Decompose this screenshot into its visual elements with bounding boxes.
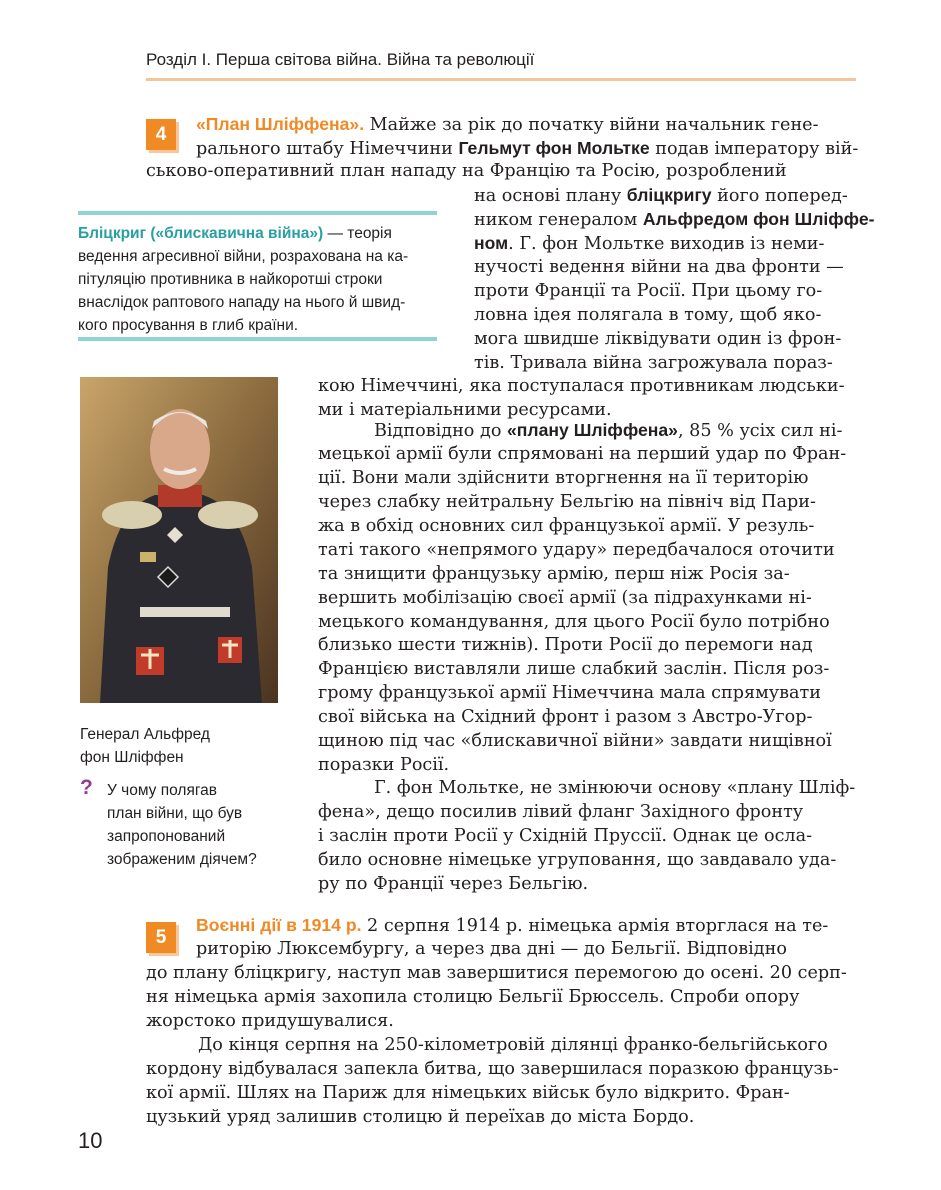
s4-p2-line-3: ції. Вони мали здійснити вторгнення на її територію <box>318 468 809 488</box>
s4-p3-line-4: било основне німецьке угруповання, що завдавало уда- <box>318 850 837 870</box>
s4-line-13: ми і матеріальними ресурсами. <box>318 400 612 420</box>
s4-line-3: ськово-оперативний план нападу на Францію та Росію, розроблений <box>146 161 787 181</box>
s4-line-12: кою Німеччині, яка поступалася противникам людськи- <box>318 376 845 396</box>
s4-heading: «План Шліффена». <box>196 114 365 134</box>
s4-line-4: на основі плану бліцкригу його поперед- <box>474 185 848 206</box>
section-5-badge: 5 <box>146 922 176 953</box>
s5-line-2: риторію Люксембургу, а через два дні — до Бельгії. Відповідно <box>196 939 787 959</box>
section-4-badge: 4 <box>146 119 176 150</box>
s4-p2-line-5: жа в обхід основних сил французької армії. У резуль- <box>318 516 815 536</box>
definition-term: Бліцкриг («блискавична війна») <box>78 225 324 242</box>
s5-p2-line-2: кордону відбувалася запекла битва, що завершилася поразкою французь- <box>146 1059 839 1079</box>
s4-p3-line-2: фена», дещо посилив лівий фланг Західного фронту <box>318 802 804 822</box>
question-line-4: зображеним діячем? <box>107 851 257 868</box>
s4-p2-line-7: та знищити французьку армію, перш ніж Росія за- <box>318 564 790 584</box>
definition-line-1: Бліцкриг («блискавична війна») — теорія <box>78 225 392 242</box>
page-header: Розділ I. Перша світова війна. Війна та революції <box>146 50 535 69</box>
s5-line-5: жорстоко придушувалися. <box>146 1011 394 1031</box>
s4-line-10: мога швидше ліквідувати один із фрон- <box>474 329 842 349</box>
definition-top-rule <box>78 211 437 215</box>
s5-heading: Воєнні дії в 1914 р. <box>196 915 362 935</box>
s4-line-8: проти Франції та Росії. При цьому го- <box>474 281 823 301</box>
definition-line-4: внаслідок раптового нападу на нього й швид- <box>78 294 406 311</box>
question-icon: ? <box>80 776 93 799</box>
s4-p2-line-2: мецької армії були спрямовані на перший удар по Фран- <box>318 444 847 464</box>
s5-p2-line-1: До кінця серпня на 250-кілометровій ділянці франко-бельгійського <box>198 1035 828 1055</box>
s4-line-5: ником генералом Альфредом фон Шліффе- <box>474 209 875 230</box>
portrait-illustration <box>80 377 278 703</box>
s4-line-11: тів. Тривала війна загрожувала пораз- <box>474 353 833 373</box>
s4-p2-line-8: вершить мобілізацію своєї армії (за підрахунками ні- <box>318 588 812 608</box>
s4-p2-line-15: поразки Росії. <box>318 755 450 775</box>
definition-bottom-rule <box>78 337 437 341</box>
question-line-2: план війни, що був <box>107 805 243 822</box>
s4-p3-line-1: Г. фон Мольтке, не змінюючи основу «плану Шліф- <box>374 778 856 798</box>
page-number: 10 <box>78 1128 103 1153</box>
s4-p3-line-3: і заслін проти Росії у Східній Пруссії. Однак це осла- <box>318 826 813 846</box>
definition-line-5: кого просування в глиб країни. <box>78 317 299 334</box>
s5-line-1: Воєнні дії в 1914 р. 2 серпня 1914 р. німецька армія вторглася на те- <box>196 915 829 936</box>
s4-p2-line-4: через слабку нейтральну Бельгію на північ від Пари- <box>318 492 816 512</box>
s4-p2-line-9: мецького командування, для цього Росії було потрібно <box>318 612 830 632</box>
question-line-1: У чому полягав <box>107 782 218 799</box>
header-divider <box>146 78 856 81</box>
s4-line-9: ловна ідея полягала в тому, щоб яко- <box>474 305 822 325</box>
s4-p2-line-12: грому французької армії Німеччина мала спрямувати <box>318 683 822 703</box>
definition-line-2: ведення агресивної війни, розрахована на ка- <box>78 248 409 265</box>
s4-p3-line-5: ру по Франції через Бельгію. <box>318 874 589 894</box>
s4-p2-line-1: Відповідно до «плану Шліффена», 85 % усіх сил ні- <box>374 420 843 441</box>
s5-line-4: ня німецька армія захопила столицю Бельгії Брюссель. Спроби опору <box>146 987 800 1007</box>
portrait-image <box>80 377 278 703</box>
s4-line-1: «План Шліффена». Майже за рік до початку війни начальник гене- <box>196 114 819 135</box>
s4-p2-line-10: близько шести тижнів). Проти Росії до перемоги над <box>318 635 813 655</box>
question-line-3: запропонований <box>107 828 226 845</box>
definition-line-3: пітуляцію противника в найкоротші строки <box>78 271 383 288</box>
portrait-caption-line-1: Генерал Альфред <box>80 726 210 743</box>
s4-line-2: рального штабу Німеччини Гельмут фон Мольтке подав імператору вій- <box>196 138 859 159</box>
s4-p2-line-11: Францією виставляли лише слабкий заслін. Після роз- <box>318 659 830 679</box>
s4-p2-line-13: свої війська на Східний фронт і разом з Австро-Угор- <box>318 707 813 727</box>
s5-line-3: до плану бліцкригу, наступ мав завершитися перемогою до осені. 20 серп- <box>146 963 847 983</box>
s4-line-7: нучості ведення війни на два фронти — <box>474 257 844 277</box>
s4-line-6: ном. Г. фон Мольтке виходив із неми- <box>474 233 825 254</box>
s4-p2-line-14: щиною під час «блискавичної війни» завдати нищівної <box>318 731 832 751</box>
s4-p2-line-6: таті такого «непрямого удару» передбачалося оточити <box>318 540 835 560</box>
portrait-caption-line-2: фон Шліффен <box>80 749 184 766</box>
s5-p2-line-3: кої армії. Шлях на Париж для німецьких військ було відкрито. Фран- <box>146 1083 790 1103</box>
s5-p2-line-4: цузький уряд залишив столицю й переїхав до міста Бордо. <box>146 1107 695 1127</box>
